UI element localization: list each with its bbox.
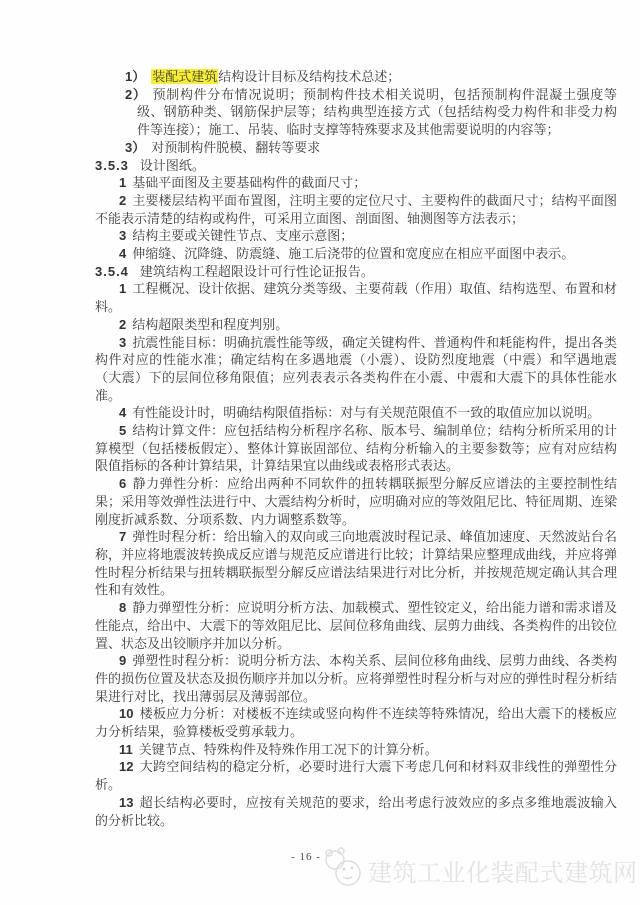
clause-text: 结构计算文件：应包括结构分析程序名称、版本号、编制单位；结构分析所采用的计算模型（包括楼板假定）、整体计算嵌固部位、结构分析输入的主要参数等；应有对应结构限值指标的各种计算结果，计算结果宜以曲线或表格形式表达。 xyxy=(95,423,617,474)
clause-text: 有性能设计时，明确结构限值指标：对与有关规范限值不一致的取值应加以说明。 xyxy=(132,405,601,421)
clause-number: 10 xyxy=(119,706,134,722)
clause-item xyxy=(95,280,617,315)
clause-number: 7 xyxy=(119,529,127,545)
clause-number: 6 xyxy=(119,476,127,492)
clause-text: 伸缩缝、沉降缝、防震缝、施工后浇带的位置和宽度应在相应平面图中表示。 xyxy=(132,246,575,262)
section-heading-3-5-4 xyxy=(95,263,617,281)
intro-item-text: 结构设计目标及结构技术总述； xyxy=(218,69,401,84)
document-body xyxy=(95,68,617,829)
intro-item-2 xyxy=(95,86,617,139)
clause-text: 结构超限类型和程度判别。 xyxy=(132,316,289,332)
clause-text: 弹塑性时程分析：说明分析方法、本构关系、层间位移角曲线、层剪力曲线、各类构件的损伤位置及状态及损伤顺序并加以分析。应将弹塑性时程分析与对应的弹性时程分析结果进行对比，找出薄弱层及薄弱部位。 xyxy=(95,653,617,704)
clause-number: 5 xyxy=(119,423,127,439)
clause-number: 2 xyxy=(119,316,127,332)
section-title: 设计图纸。 xyxy=(139,157,205,173)
clause-number: 1 xyxy=(119,175,127,191)
clause-number: 12 xyxy=(119,759,134,775)
clause-text: 抗震性能目标：明确抗震性能等级，确定关键构件、普通构件和耗能构件，提出各类构件对应的性能水准；确定结构在多遇地震（小震）、设防烈度地震（中震）和罕遇地震（大震）下的层间位移角限值；应列表表示各类构件在小震、中震和大震下的具体性能水准。 xyxy=(95,334,617,403)
watermark xyxy=(322,846,638,894)
item-marker: 1） xyxy=(125,69,146,84)
clause-item xyxy=(95,316,617,334)
clause-item xyxy=(95,245,617,263)
clause-text: 楼板应力分析：对楼板不连续或竖向构件不连续等特殊情况，给出大震下的楼板应力分析结果，验算楼板受剪承载力。 xyxy=(95,706,617,740)
clause-number: 11 xyxy=(119,741,133,757)
clause-item xyxy=(95,227,617,245)
clause-item xyxy=(95,475,617,528)
clause-item xyxy=(95,404,617,422)
clause-number: 3 xyxy=(119,334,127,350)
clause-item xyxy=(95,794,617,829)
clause-item xyxy=(95,192,617,227)
clause-item xyxy=(95,705,617,740)
clause-item xyxy=(95,652,617,705)
page-number: - 16 - xyxy=(291,851,321,863)
watermark-text: 建筑工业化装配式建筑网 xyxy=(368,859,638,887)
clause-text: 主要楼层结构平面布置图，注明主要的定位尺寸、主要构件的截面尺寸；结构平面图不能表示清楚的结构或构件，可采用立面图、剖面图、轴测图等方法表示； xyxy=(95,192,617,226)
intro-item-text: 对预制构件脱模、翻转等要求 xyxy=(151,139,321,155)
clause-number: 9 xyxy=(119,653,127,669)
intro-item-text: 预制构件分布情况说明；预制构件技术相关说明，包括预制构件混凝土强度等级、钢筋种类、钢筋保护层等；结构典型连接方式（包括结构受力构件和非受力构件等连接）；施工、吊装、临时支撑等特殊要求及其他需要说明的内容等； xyxy=(137,86,617,138)
clause-number: 13 xyxy=(119,794,134,810)
clause-item xyxy=(95,599,617,652)
clause-item xyxy=(95,528,617,599)
clause-item xyxy=(95,174,617,192)
clause-number: 8 xyxy=(119,600,127,616)
clause-text: 大跨空间结构的稳定分析，必要时进行大震下考虑几何和材料双非线性的弹塑性分析。 xyxy=(95,759,617,793)
clause-text: 工程概况、设计依据、建筑分类等级、主要荷载（作用）取值、结构选型、布置和材料。 xyxy=(95,281,617,315)
clause-number: 2 xyxy=(119,192,127,208)
clause-text: 结构主要或关键性节点、支座示意图； xyxy=(132,228,354,244)
item-marker: 2） xyxy=(125,86,147,102)
clause-text: 静力弹塑性分析：应说明分析方法、加载模式、塑性铰定义，给出能力谱和需求谱及性能点，给出中、大震下的等效阻尼比、层间位移角曲线、层剪力曲线、各类构件的出铰位置、状态及出铰顺序并加以分析。 xyxy=(95,600,617,651)
section-number: 3.5.4 xyxy=(95,263,129,279)
clause-item xyxy=(95,758,617,793)
clause-text: 静力弹性分析：应给出两种不同软件的扭转耦联振型分解反应谱法的主要控制性结果；采用等效弹性法进行中、大震结构分析时，应明确对应的等效阻尼比、特征周期、连梁刚度折减系数、分项系数、内力调整系数等。 xyxy=(95,476,617,527)
intro-item-1 xyxy=(95,68,617,86)
item-marker: 3） xyxy=(125,139,146,155)
clause-text: 关键节点、特殊构件及特殊作用工况下的计算分析。 xyxy=(138,741,438,757)
clause-item xyxy=(95,741,617,759)
intro-item-3 xyxy=(95,139,617,157)
highlight-term: 装配式建筑 xyxy=(152,69,218,84)
clause-text: 弹性时程分析：给出输入的双向或三向地震波时程记录、峰值加速度、天然波站台名称，并应将地震波转换成反应谱与规范反应谱进行比较；计算结果应整理成曲线，并应将弹性时程分析结果与扭转耦联振型分解反应谱法结果进行对比分析，并按规范规定确认其合理性和有效性。 xyxy=(95,529,617,598)
clause-text: 超长结构必要时，应按有关规范的要求，给出考虑行波效应的多点多维地震波输入的分析比较。 xyxy=(95,794,617,828)
clause-text: 基础平面图及主要基础构件的截面尺寸； xyxy=(132,175,367,191)
section-number: 3.5.3 xyxy=(95,157,129,173)
clause-number: 1 xyxy=(119,281,127,297)
clause-item xyxy=(95,422,617,475)
clause-number: 4 xyxy=(119,246,127,262)
clause-item xyxy=(95,334,617,405)
clause-number: 4 xyxy=(119,405,127,421)
section-heading-3-5-3 xyxy=(95,157,617,175)
section-title: 建筑结构工程超限设计可行性论证报告。 xyxy=(139,263,374,279)
clause-number: 3 xyxy=(119,228,127,244)
